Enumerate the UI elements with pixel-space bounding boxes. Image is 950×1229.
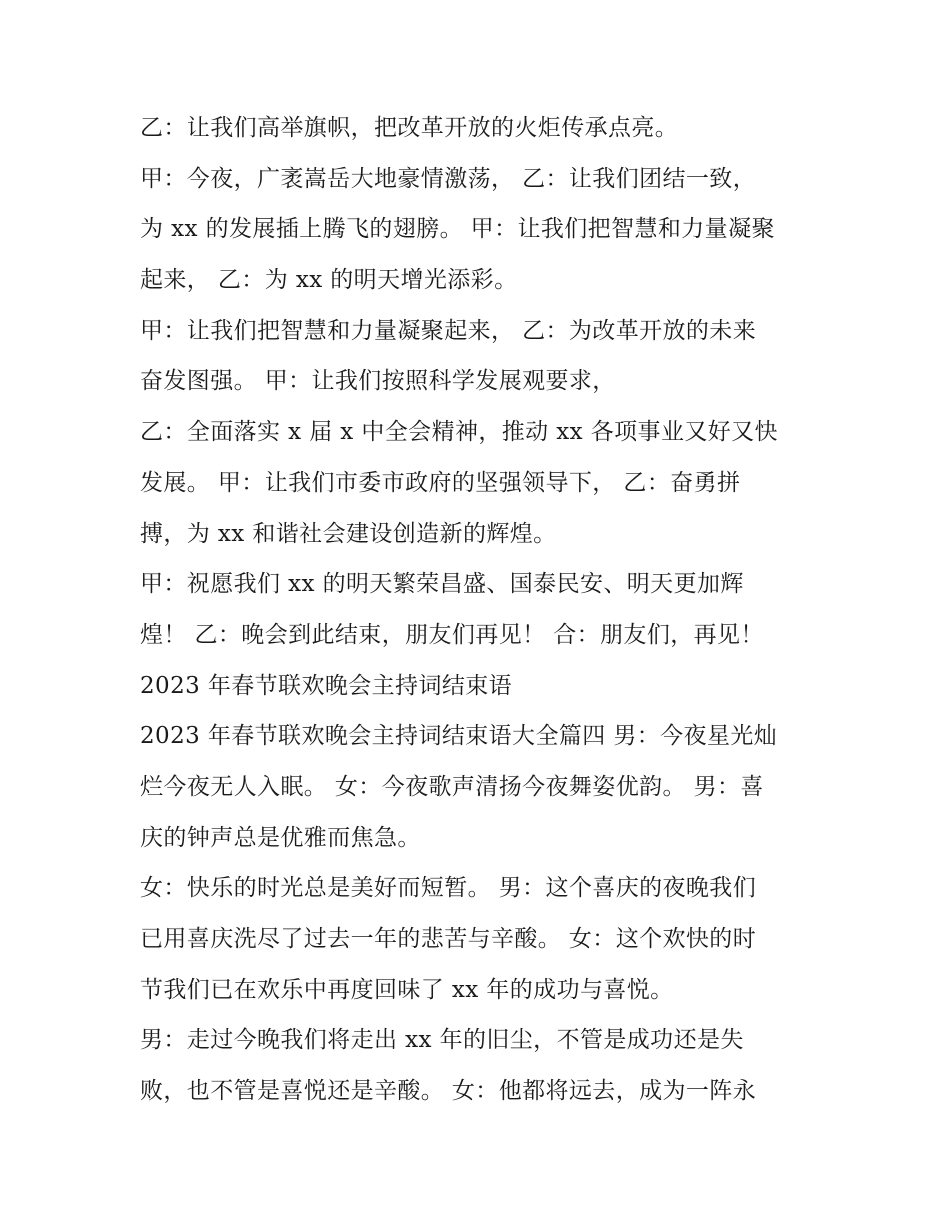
- text-line: 甲：祝愿我们 xx 的明天繁荣昌盛、国泰民安、明天更加辉: [140, 571, 744, 598]
- text-line: 乙：全面落实 x 届 x 中全会精神，推动 xx 各项事业又好又快: [140, 419, 778, 446]
- section-heading: 2023 年春节联欢晚会主持词结束语: [140, 672, 513, 699]
- text-line: 起来， 乙：为 xx 的明天增光添彩。: [140, 267, 518, 294]
- text-line: 男：走过今晚我们将走出 xx 年的旧尘，不管是成功还是失: [140, 1027, 744, 1054]
- text-line: 女：快乐的时光总是美好而短暂。 男：这个喜庆的夜晚我们: [140, 875, 757, 902]
- text-line: 败，也不管是喜悦还是辛酸。 女：他都将远去，成为一阵永: [140, 1078, 757, 1105]
- text-line: 甲：让我们把智慧和力量凝聚起来， 乙：为改革开放的未来: [140, 317, 757, 344]
- text-line: 甲：今夜，广袤嵩岳大地豪情激荡， 乙：让我们团结一致，: [140, 165, 757, 192]
- text-line: 乙：让我们高举旗帜，把改革开放的火炬传承点亮。: [140, 115, 679, 141]
- text-line: 2023 年春节联欢晚会主持词结束语大全篇四 男：今夜星光灿: [140, 723, 778, 750]
- text-line: 奋发图强。 甲：让我们按照科学发展观要求，: [140, 368, 616, 395]
- text-line: 发展。 甲：让我们市委市政府的坚强领导下， 乙：奋勇拼: [140, 469, 741, 496]
- text-line: 已用喜庆洗尽了过去一年的悲苦与辛酸。 女：这个欢快的时: [140, 926, 757, 952]
- text-line: 搏，为 xx 和谐社会建设创造新的辉煌。: [140, 520, 557, 547]
- text-line: 烂今夜无人入眠。 女：今夜歌声清扬今夜舞姿优韵。 男：喜: [140, 773, 764, 800]
- text-line: 节我们已在欢乐中再度回味了 xx 年的成功与喜悦。: [140, 976, 674, 1003]
- text-line: 煌！ 乙：晚会到此结束，朋友们再见！ 合：朋友们，再见！: [140, 621, 764, 648]
- text-line: 为 xx 的发展插上腾飞的翅膀。 甲：让我们把智慧和力量凝聚: [140, 216, 775, 243]
- document-body: [140, 103, 820, 1117]
- text-line: 庆的钟声总是优雅而焦急。: [140, 824, 421, 851]
